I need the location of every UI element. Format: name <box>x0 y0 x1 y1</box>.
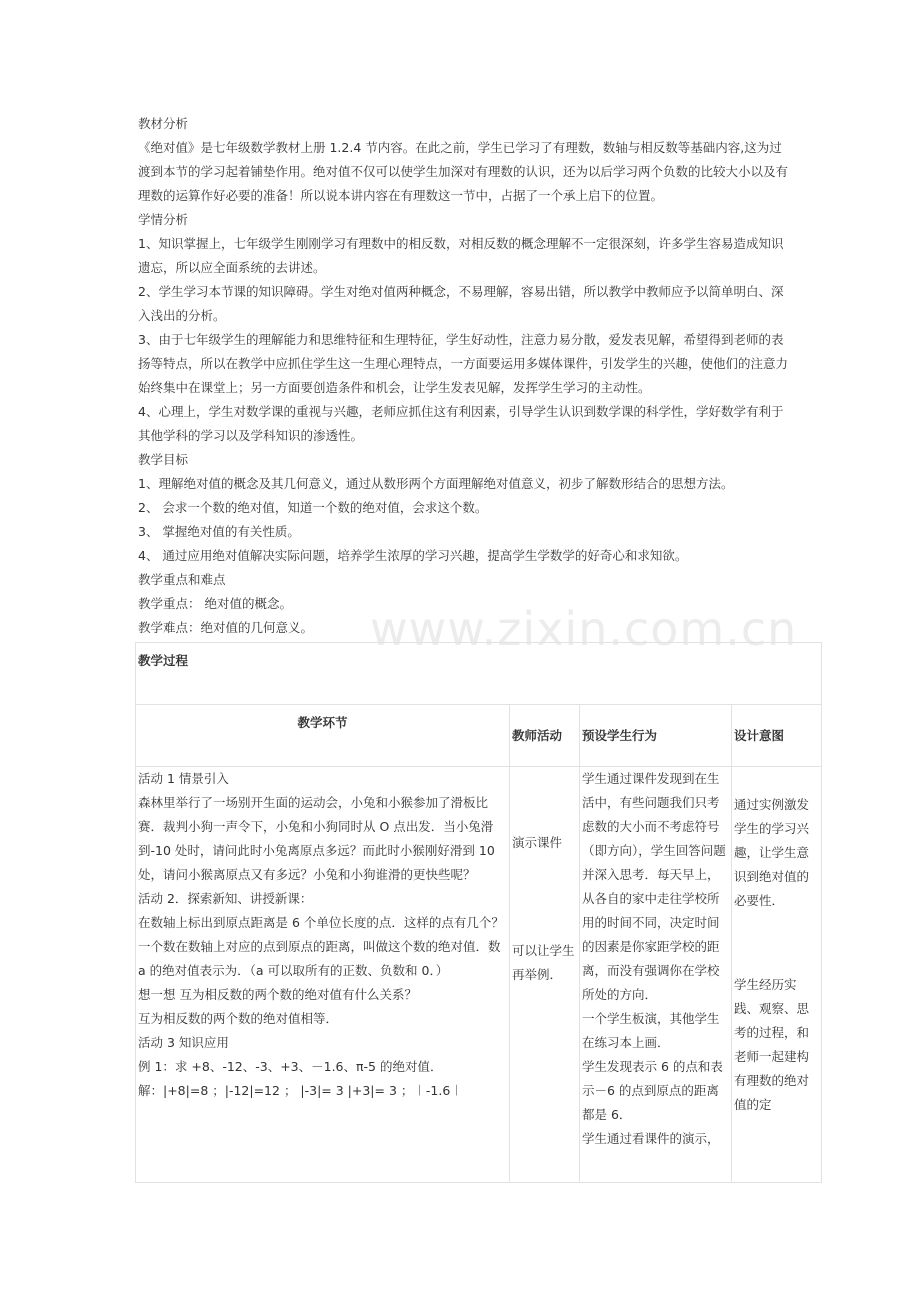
lesson-plan-document <box>138 112 788 640</box>
goal-item-4: 4、 通过应用绝对值解决实际问题，培养学生浓厚的学习兴趣，提高学生学数学的好奇心和求知欲。 <box>138 548 688 563</box>
step-line: 互为相反数的两个数的绝对值相等． <box>138 1011 339 1026</box>
learner-item-4: 4、心理上，学生对数学课的重视与兴趣，老师应抓住这有利因素，引导学生认识到数学课的科学性，学好数学有利于其他学科的学习以及学科知识的渗透性。 <box>138 404 784 443</box>
table-header-row <box>136 705 822 767</box>
learner-item-1: 1、知识掌握上，七年级学生刚刚学习有理数中的相反数，对相反数的概念理解不一定很深刻，许多学生容易造成知识遗忘，所以应全面系统的去讲述。 <box>138 236 784 275</box>
teacher-activity-text: 可以让学生再举例． <box>512 943 575 982</box>
analysis-heading: 教材分析 <box>138 116 189 131</box>
student-behavior-text: 学生发现表示 6 的点和表示－6 的点到原点的距离都是 6． <box>582 1059 723 1122</box>
student-behavior-cell <box>580 767 732 1183</box>
header-teacher-activity: 教师活动 <box>510 705 580 767</box>
step-line: 一个数在数轴上对应的点到原点的距离，叫做这个数的绝对值．数 a 的绝对值表示为．（a 可以取所有的正数、负数和 0．） <box>138 939 501 978</box>
learner-item-3: 3、由于七年级学生的理解能力和思维特征和生理特征，学生好动性，注意力易分散，爱发表见解，希望得到老师的表扬等特点，所以在教学中应抓住学生这一生理心理特点，一方面要运用多媒体课件，引发学生的兴趣，使他们的注意力始终集中在课堂上；另一方面要创造条件和机会，让学生发表见解，发挥学生学习的主动性。 <box>138 332 789 395</box>
goal-item-3: 3、 掌握绝对值的有关性质。 <box>138 524 300 539</box>
analysis-text: 《绝对值》是七年级数学教材上册 1.2.4 节内容。在此之前，学生已学习了有理数，数轴与相反数等基础内容,这为过渡到本节的学习起着铺垫作用。绝对值不仅可以使学生加深对有理数的认识，还为以后学习两个负数的比较大小以及有理数的运算作好必要的准备！所以说本讲内容在有理数这一节中，占据了一个承上启下的位置。 <box>138 140 789 203</box>
header-student-behavior: 预设学生行为 <box>580 705 732 767</box>
goals-heading: 教学目标 <box>138 452 189 467</box>
step-line: 想一想 互为相反数的两个数的绝对值有什么关系？ <box>138 987 417 1002</box>
step-line: 森林里举行了一场别开生面的运动会，小兔和小猴参加了滑板比赛．裁判小狗一声令下，小兔和小狗同时从 O 点出发．当小兔滑到-10 处时，请问此时小兔离原点多远？而此时小猴刚好滑到 10 处，请问小猴离原点又有多远？小兔和小狗谁滑的更快些呢？ <box>138 795 495 882</box>
student-behavior-text: 学生通过看课件的演示， <box>582 1131 720 1146</box>
student-behavior-text: 学生通过课件发现到在生活中，有些问题我们只考虑数的大小而不考虑符号（即方向），学生回答问题并深入思考．每天早上，从各自的家中走往学校所用的时间不同，决定时间的因素是你家距学校的距离，而没有强调你在学校所处的方向． <box>582 771 726 1002</box>
key-point: 教学重点： 绝对值的概念。 <box>138 596 292 611</box>
step-line: 解：|+8|=8 ；|-12|=12 ； |-3|= 3 |+3|= 3 ；︱-1.6︱ <box>138 1083 463 1098</box>
table-row <box>136 767 822 1183</box>
table-title: 教学过程 <box>136 643 822 705</box>
design-intent-cell <box>732 767 822 1183</box>
step-line: 在数轴上标出到原点距离是 6 个单位长度的点．这样的点有几个？ <box>138 915 504 930</box>
learner-item-2: 2、学生学习本节课的知识障碍。学生对绝对值两种概念，不易理解，容易出错，所以教学中教师应予以简单明白、深入浅出的分析。 <box>138 284 784 323</box>
step-line: 例 1：求 +8、-12、-3、+3、－1.6、π-5 的绝对值． <box>138 1059 443 1074</box>
teaching-step-cell <box>136 767 510 1183</box>
teacher-activity-cell <box>510 767 580 1183</box>
watermark: www.zixin.com.cn <box>370 602 798 656</box>
design-intent-text: 学生经历实践、观察、思考的过程，和老师一起建构有理数的绝对值的定 <box>734 977 810 1112</box>
goal-item-1: 1、理解绝对值的概念及其几何意义，通过从数形两个方面理解绝对值意义，初步了解数形结合的思想方法。 <box>138 476 734 491</box>
difficult-point: 教学难点：绝对值的几何意义。 <box>138 620 314 635</box>
header-teaching-step: 教学环节 <box>136 705 510 767</box>
step-line: 活动 2．探索新知、讲授新课： <box>138 891 313 906</box>
learner-heading: 学情分析 <box>138 212 189 227</box>
design-intent-text: 通过实例激发学生的学习兴趣，让学生意识到绝对值的必要性． <box>734 797 810 908</box>
teacher-activity-text: 演示课件 <box>512 835 563 850</box>
goal-item-2: 2、 会求一个数的绝对值，知道一个数的绝对值，会求这个数。 <box>138 500 488 515</box>
teaching-process-table <box>135 642 822 1183</box>
header-design-intent: 设计意图 <box>732 705 822 767</box>
step-line: 活动 3 知识应用 <box>138 1035 229 1050</box>
keypoints-heading: 教学重点和难点 <box>138 572 226 587</box>
student-behavior-text: 一个学生板演，其他学生在练习本上画． <box>582 1011 720 1050</box>
step-line: 活动 1 情景引入 <box>138 771 229 786</box>
